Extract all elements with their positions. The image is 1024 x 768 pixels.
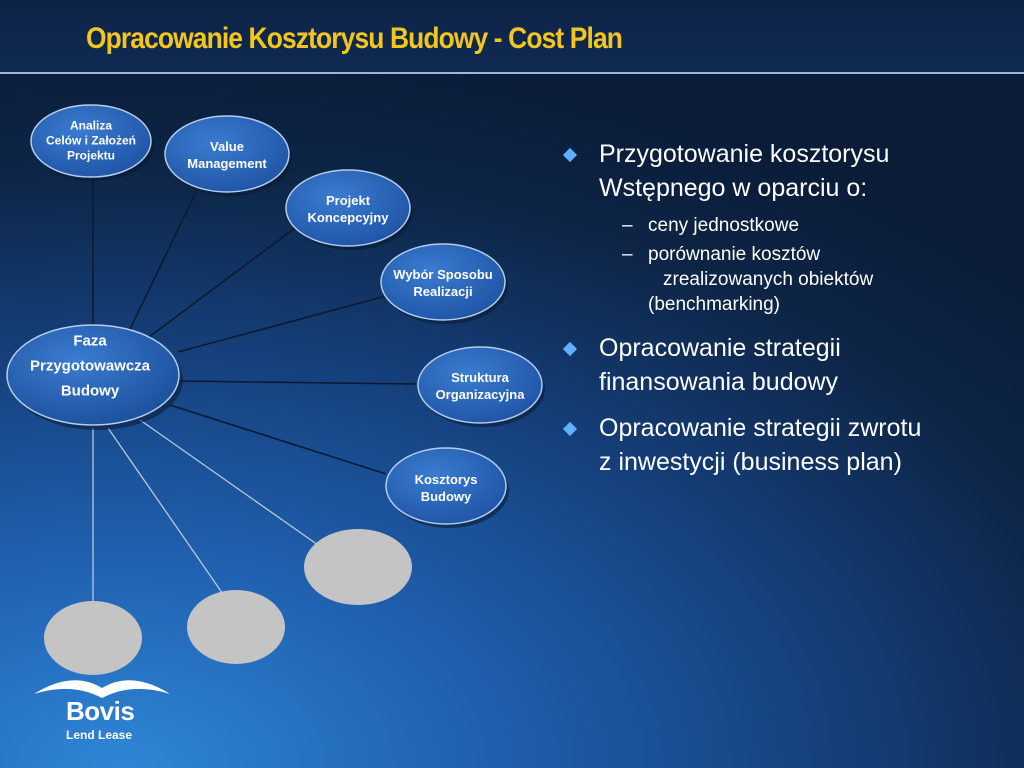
sub-bullet-text: porównanie kosztów: [648, 244, 821, 265]
diamond-bullet-icon: [563, 342, 577, 356]
slide-title: Opracowanie Kosztorysu Budowy - Cost Plan: [86, 22, 623, 55]
sub-bullet-continuation: (benchmarking): [648, 294, 780, 315]
dash-bullet-icon: –: [622, 244, 633, 265]
connector-value-management: [120, 190, 197, 350]
bullet-item: [562, 137, 1002, 205]
node-label-kosztorys: Kosztorys Budowy: [414, 472, 478, 504]
connector-projekt: [145, 222, 303, 340]
logo-name: Bovis: [66, 696, 135, 726]
connector-wybor: [178, 296, 386, 352]
bullet-item: [562, 411, 1002, 479]
hub-label: Faza Przygotowawcza Budowy: [29, 332, 151, 400]
connector-placeholder-2: [108, 428, 225, 597]
dash-bullet-icon: –: [622, 215, 633, 236]
sub-bullet-item: [562, 242, 1002, 317]
bullet-list: [562, 137, 1002, 491]
bullet-item: [562, 331, 1002, 399]
sub-bullet-item: [562, 213, 1002, 238]
connector-struktura: [180, 381, 416, 384]
placeholder-node: [44, 601, 142, 675]
node-label-wybor: Wybór Sposobu Realizacji: [393, 267, 493, 299]
diamond-bullet-icon: [563, 148, 577, 162]
bovis-logo: [32, 674, 172, 754]
node-label-projekt: Projekt Koncepcyjny: [307, 193, 389, 225]
bullet-text: Opracowanie strategii finansowania budowy: [599, 334, 841, 396]
logo-subtitle: Lend Lease: [66, 728, 133, 742]
placeholder-node: [304, 529, 412, 605]
bullet-text: Opracowanie strategii zwrotu z inwestycji (business plan): [599, 414, 922, 476]
node-label-struktura: Struktura Organizacyjna: [435, 370, 525, 402]
placeholder-node: [187, 590, 285, 664]
node-label-value-management: Value Management: [187, 139, 267, 171]
sub-bullet-text: ceny jednostkowe: [648, 215, 800, 236]
bullet-text: Przygotowanie kosztorysu Wstępnego w oparciu o:: [599, 140, 890, 202]
diamond-bullet-icon: [563, 422, 577, 436]
connector-placeholder-1: [140, 420, 318, 545]
sub-bullet-continuation: zrealizowanych obiektów: [663, 269, 874, 290]
node-label-analiza: Analiza Celów i Założeń Projektu: [45, 118, 137, 163]
